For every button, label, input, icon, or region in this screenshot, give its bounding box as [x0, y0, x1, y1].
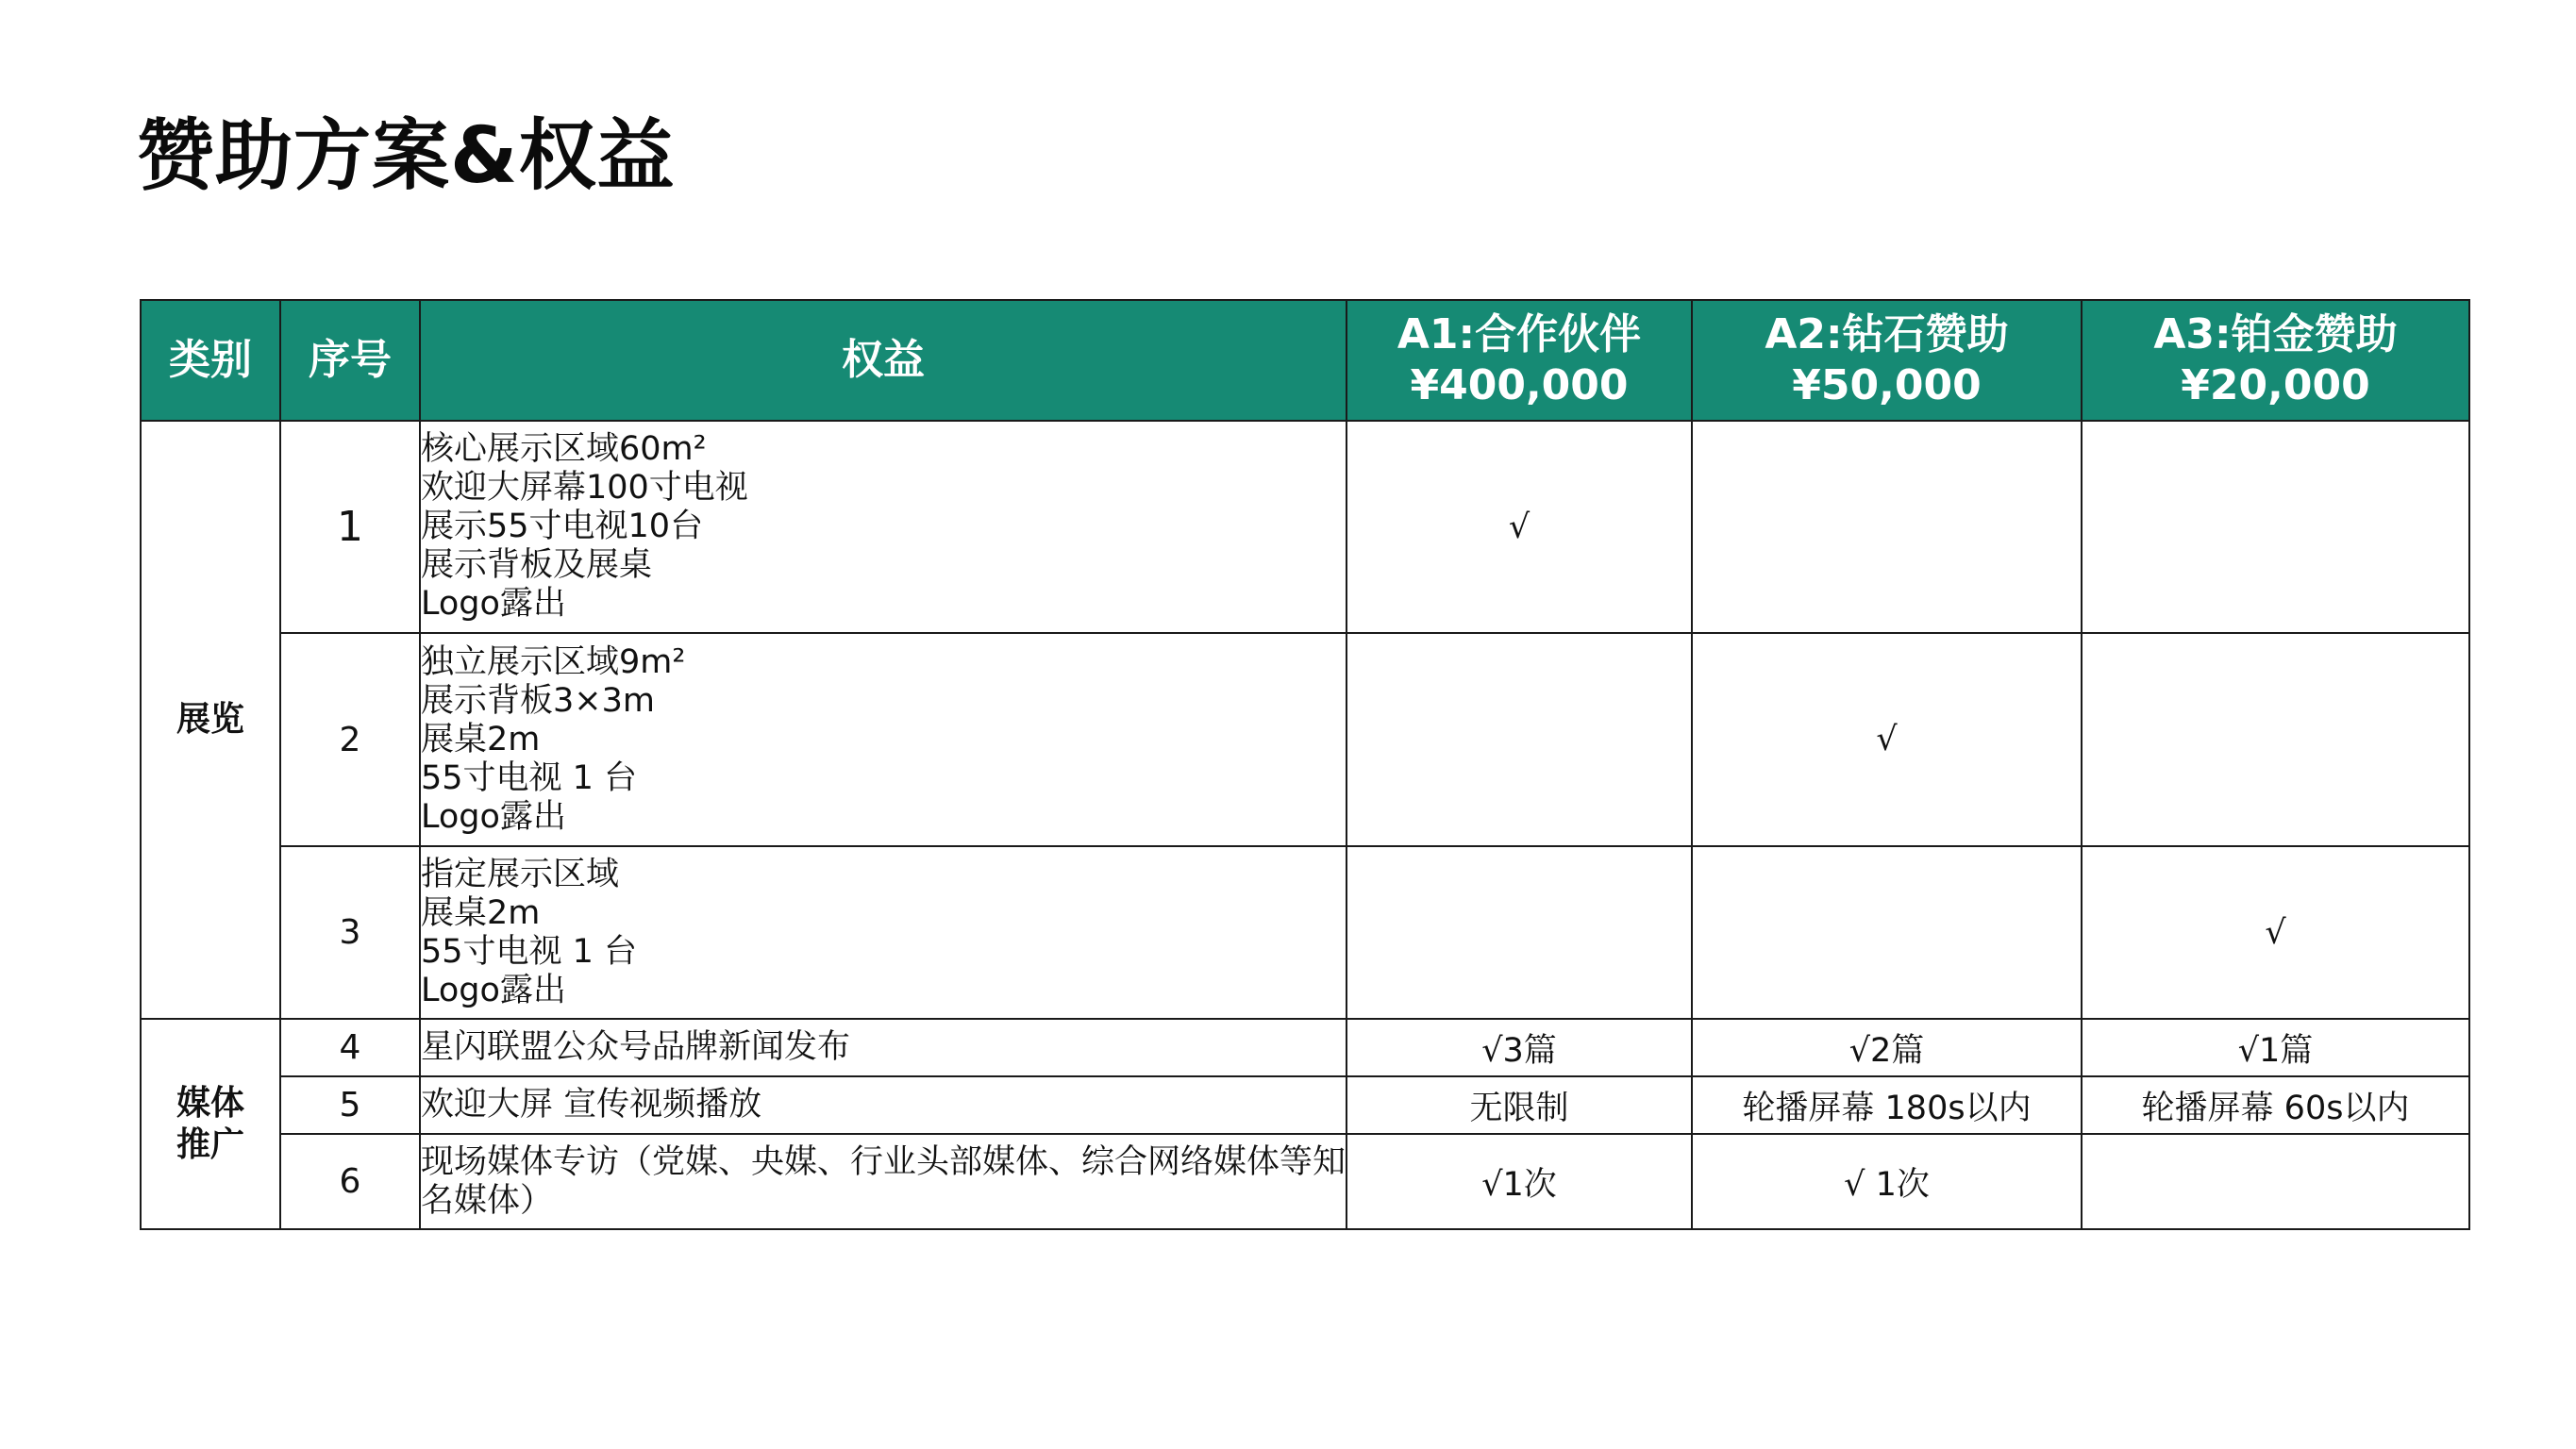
benefit-line: 展示背板3×3m [421, 681, 655, 720]
header-tier-a2 [1692, 300, 2082, 421]
tier-a1-cell: √1次 [1347, 1134, 1692, 1229]
benefit-line: 55寸电视 1 台 [421, 758, 638, 797]
benefit-cell [420, 421, 1347, 633]
benefit-cell [420, 1019, 1347, 1076]
tier-a2-cell: √ 1次 [1692, 1134, 2082, 1229]
table-row [141, 1019, 2469, 1076]
index-cell: 1 [280, 421, 420, 633]
benefit-line: 核心展示区域60m² [421, 430, 707, 468]
benefit-line: 展示55寸电视10台 [421, 508, 704, 545]
tier-a3-cell: 轮播屏幕 60s以内 [2082, 1076, 2469, 1134]
tier-a1-cell [1347, 846, 1692, 1019]
index-cell: 2 [280, 633, 420, 846]
header-index: 序号 [280, 300, 420, 421]
table-row [141, 1134, 2469, 1229]
page-title: 赞助方案&权益 [137, 111, 676, 201]
tier-price: ¥20,000 [2181, 361, 2370, 409]
benefit-line: 欢迎大屏 宣传视频播放 [421, 1086, 762, 1124]
tier-a3-cell: √ [2082, 846, 2469, 1019]
benefit-line: Logo露出 [421, 797, 566, 836]
header-benefit: 权益 [420, 300, 1347, 421]
benefit-line: Logo露出 [421, 585, 566, 623]
category-cell-media [141, 1019, 280, 1229]
category-label: 媒体 [176, 1084, 244, 1124]
benefit-cell [420, 846, 1347, 1019]
tier-a1-cell: 无限制 [1347, 1076, 1692, 1134]
tier-a3-cell: √1篇 [2082, 1019, 2469, 1076]
tier-a3-cell [2082, 633, 2469, 846]
table-row [141, 1076, 2469, 1134]
benefit-line: 55寸电视 1 台 [421, 932, 638, 971]
table-row [141, 846, 2469, 1019]
table-row [141, 633, 2469, 846]
tier-a1-cell [1347, 633, 1692, 846]
tier-name: A3:铂金赞助 [2153, 310, 2398, 359]
index-cell: 5 [280, 1076, 420, 1134]
tier-price: ¥50,000 [1792, 361, 1982, 409]
index-cell: 4 [280, 1019, 420, 1076]
tier-a3-cell [2082, 1134, 2469, 1229]
benefit-line: 展示背板及展桌 [421, 546, 653, 584]
benefit-line: 展桌2m [421, 893, 541, 932]
category-label: 推广 [176, 1124, 244, 1164]
benefit-cell [420, 1076, 1347, 1134]
benefit-line: 星闪联盟公众号品牌新闻发布 [421, 1028, 851, 1066]
index-cell: 6 [280, 1134, 420, 1229]
benefit-line: 独立展示区域9m² [421, 642, 686, 681]
sponsorship-table [140, 299, 2470, 1230]
header-category: 类别 [141, 300, 280, 421]
index-cell: 3 [280, 846, 420, 1019]
tier-a1-cell: √ [1347, 421, 1692, 633]
tier-a2-cell: 轮播屏幕 180s以内 [1692, 1076, 2082, 1134]
tier-price: ¥400,000 [1410, 361, 1629, 409]
table-row [141, 421, 2469, 633]
benefit-line: 现场媒体专访（党媒、央媒、行业头部媒体、综合网络媒体等知名媒体） [421, 1142, 1347, 1220]
benefit-cell [420, 633, 1347, 846]
header-tier-a1 [1347, 300, 1692, 421]
tier-a2-cell [1692, 421, 2082, 633]
benefit-line: 展桌2m [421, 720, 541, 758]
benefit-line: 指定展示区域 [421, 855, 620, 893]
benefit-line: Logo露出 [421, 971, 566, 1009]
header-row [141, 300, 2469, 421]
tier-a2-cell [1692, 846, 2082, 1019]
tier-a3-cell [2082, 421, 2469, 633]
category-cell-exhibition [141, 421, 280, 1019]
category-label: 展览 [176, 700, 244, 740]
tier-name: A1:合作伙伴 [1397, 310, 1642, 359]
header-tier-a3 [2082, 300, 2469, 421]
tier-name: A2:钻石赞助 [1765, 310, 2009, 359]
tier-a2-cell: √2篇 [1692, 1019, 2082, 1076]
tier-a2-cell: √ [1692, 633, 2082, 846]
benefit-line: 欢迎大屏幕100寸电视 [421, 469, 748, 507]
benefit-cell [420, 1134, 1347, 1229]
tier-a1-cell: √3篇 [1347, 1019, 1692, 1076]
